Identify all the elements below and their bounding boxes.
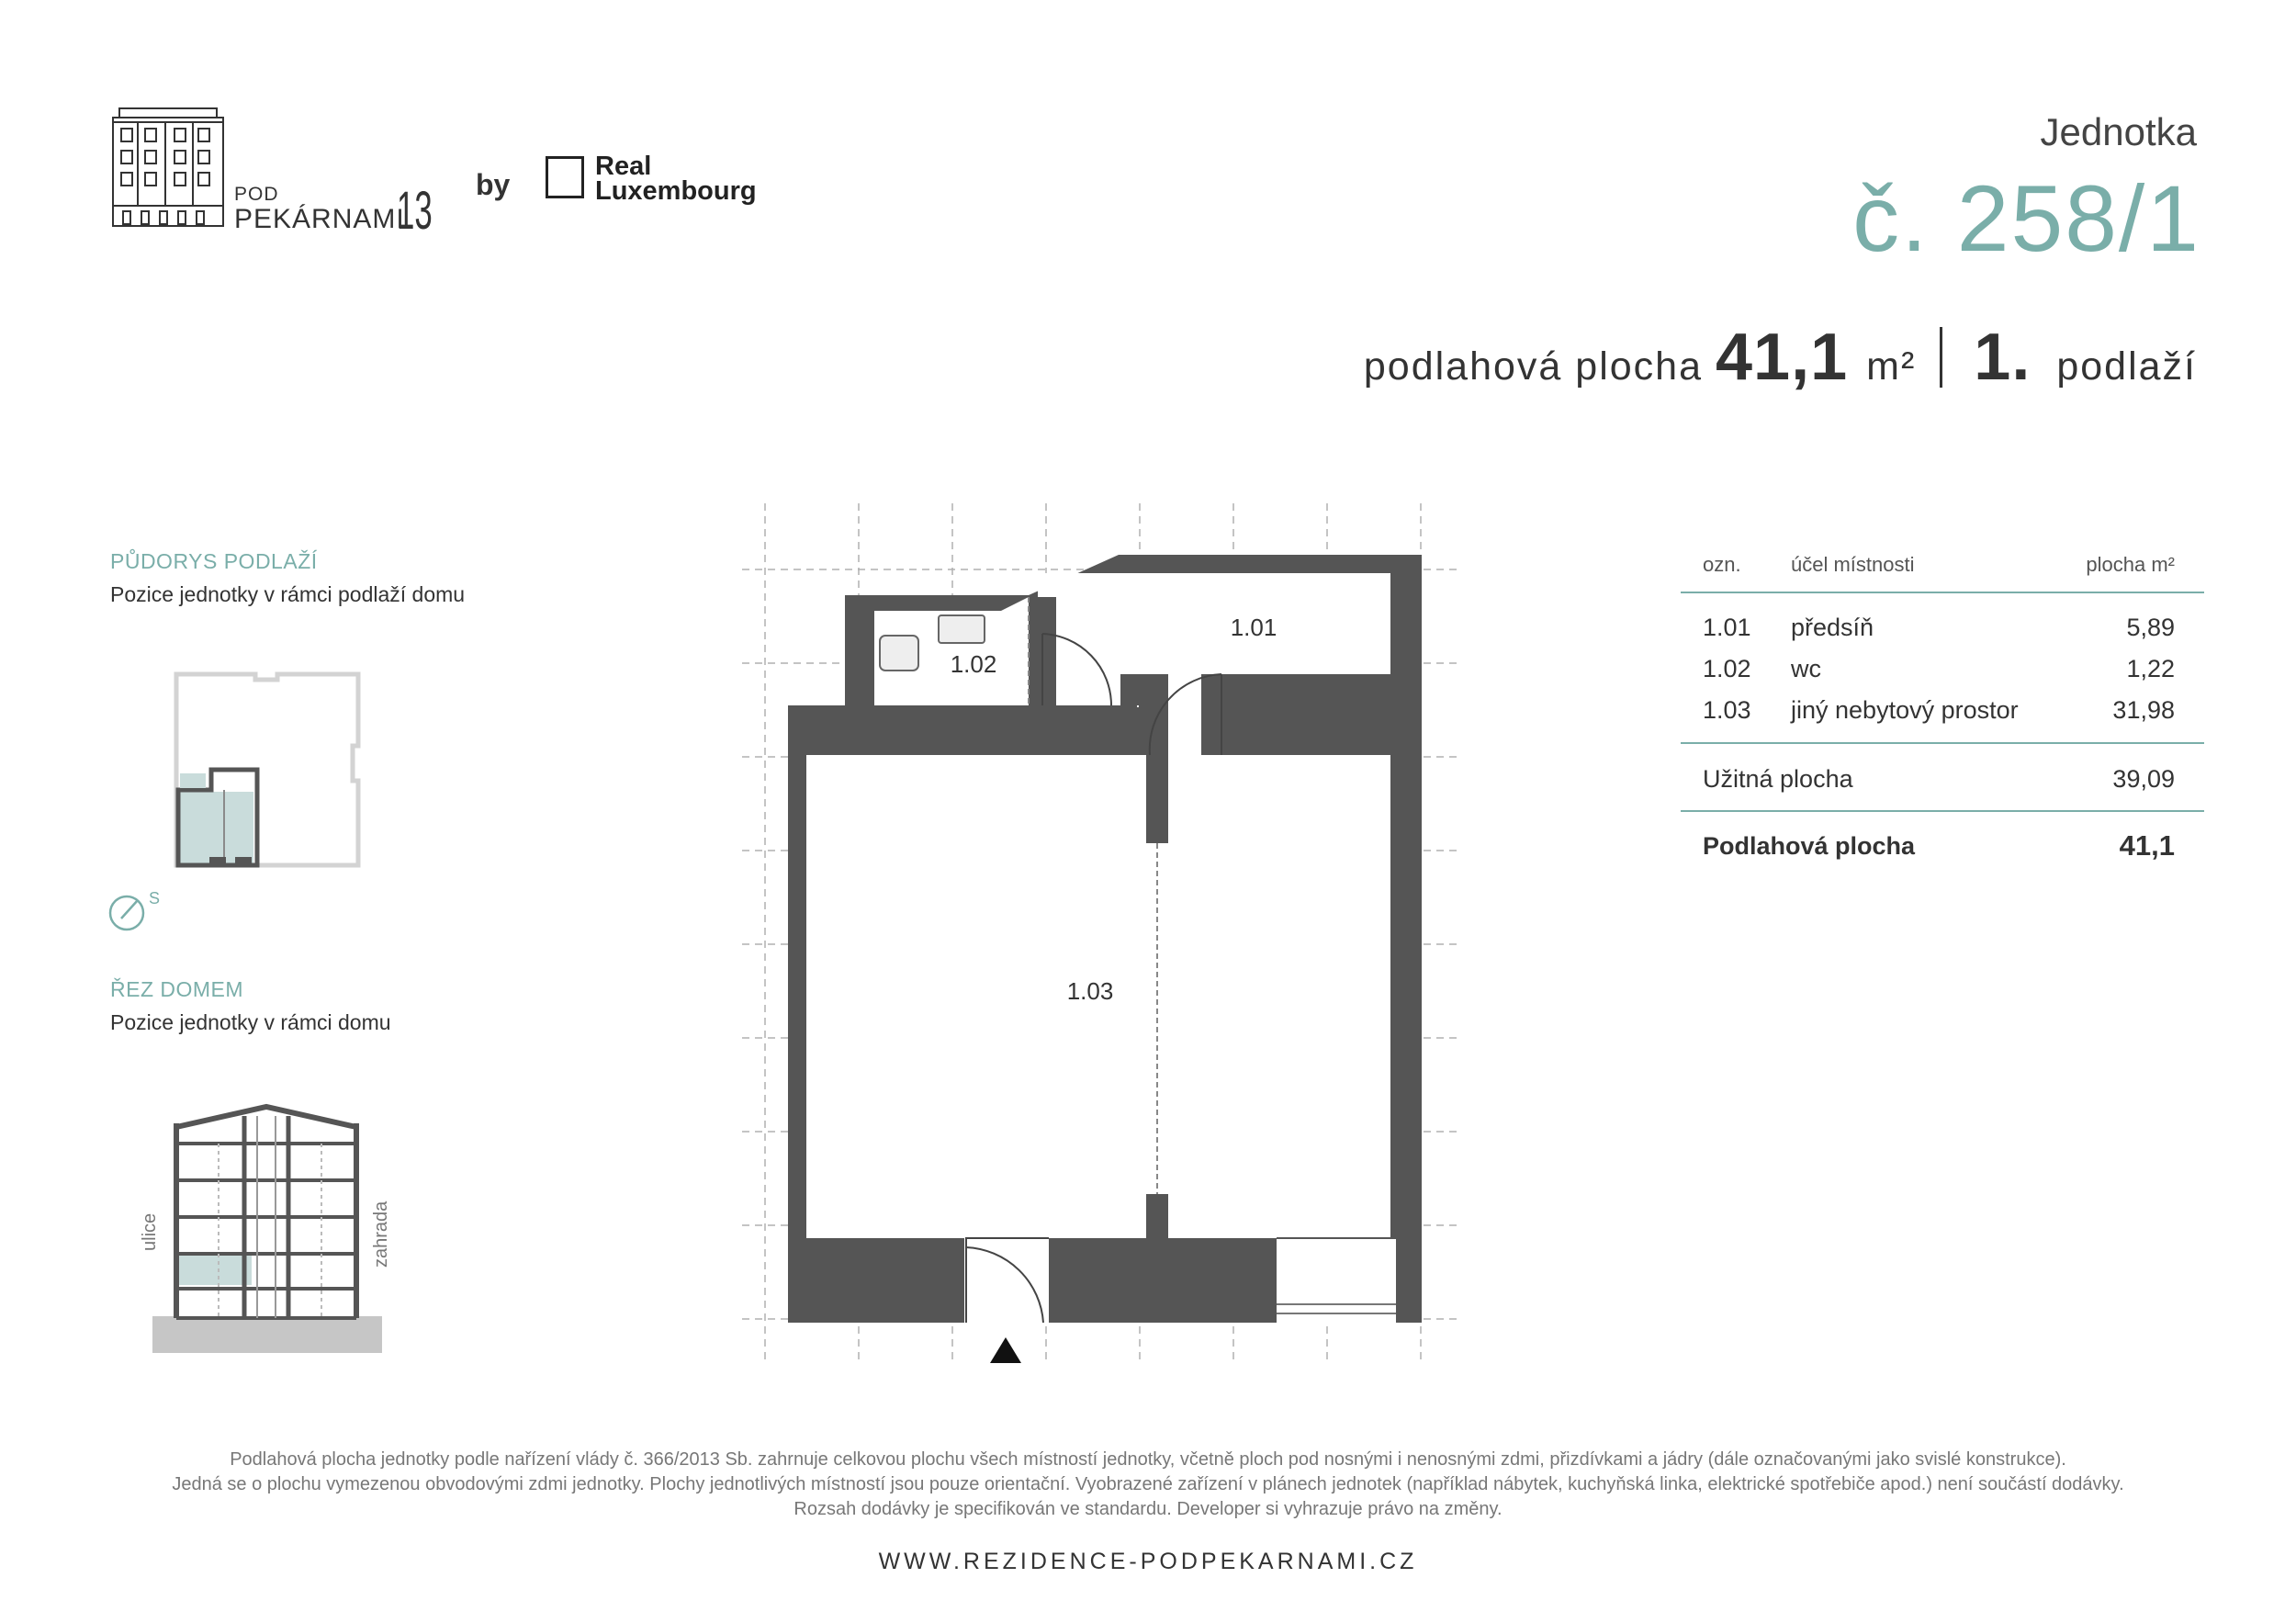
room-label-1-02: 1.02 <box>950 650 997 678</box>
street-label: ulice <box>140 1212 160 1251</box>
floor-plan-section-title: PŮDORYS PODLAŽÍ <box>110 549 318 573</box>
project-logo <box>110 99 441 241</box>
garden-label: zahrada <box>371 1200 391 1268</box>
table-row-area: 5,89 <box>2126 614 2175 641</box>
building-section-diagram <box>129 1088 404 1364</box>
floor-plan-section-subtitle: Pozice jednotky v rámci podlaží domu <box>110 582 466 606</box>
area-summary <box>1364 320 2197 395</box>
floor-area-unit: m² <box>1866 344 1917 389</box>
table-usable-divider <box>1681 810 2204 812</box>
table-row-purpose: wc <box>1791 655 1821 682</box>
partner-logo-square-icon <box>546 156 584 198</box>
unit-floor-plan <box>726 496 1497 1378</box>
entrance-arrow-icon <box>990 1337 1021 1363</box>
floor-area-total-value: 41,1 <box>2119 829 2175 862</box>
partner-name-line1: Real <box>595 152 652 181</box>
partner-logo <box>544 152 782 211</box>
compass-icon <box>108 889 154 933</box>
section-cut-subtitle: Pozice jednotky v rámci domu <box>110 1010 391 1034</box>
logo-pekarnami-text: PEKÁRNAMI <box>234 204 405 234</box>
floor-number: 1. <box>1974 321 2032 394</box>
table-row-area: 31,98 <box>2112 696 2175 724</box>
room-label-1-01: 1.01 <box>1230 614 1277 641</box>
table-header-purpose: účel místnosti <box>1791 553 1915 576</box>
floor-area-label: podlahová plocha <box>1363 344 1703 389</box>
table-rows-divider <box>1681 742 2204 744</box>
unit-label: Jednotka <box>2040 110 2197 153</box>
website-link[interactable]: WWW.REZIDENCE-PODPEKARNAMI.CZ <box>878 1549 1418 1574</box>
area-separator <box>1940 327 1942 388</box>
wc-toilet-icon <box>880 636 918 671</box>
compass-north-label: S <box>149 889 161 907</box>
logo-pod-text: POD <box>234 184 279 205</box>
table-row-purpose: předsíň <box>1791 614 1874 641</box>
wc-sink-icon <box>939 615 985 643</box>
compass <box>108 889 173 935</box>
footer-note-line-1: Podlahová plocha jednotky podle nařízení vlády č. 366/2013 Sb. zahrnuje celkovou plochu všech místností jednotky, včetně ploch pod nosnými i nenosnými zdmi, přizdívkami a jádry (dále označovanými jako svislé konstrukce). <box>230 1449 2066 1470</box>
logo-by-text: by <box>476 168 511 201</box>
table-header-code: ozn. <box>1703 553 1741 576</box>
unit-number: č. 258/1 <box>1852 166 2200 271</box>
table-row-code: 1.03 <box>1703 696 1751 724</box>
floor-area-total-label: Podlahová plocha <box>1703 832 1916 860</box>
room-table <box>1681 551 2204 882</box>
table-row-code: 1.01 <box>1703 614 1751 641</box>
usable-area-label: Užitná plocha <box>1703 765 1853 793</box>
usable-area-value: 39,09 <box>2112 765 2175 793</box>
footer-note-line-3: Rozsah dodávky je specifikován ve standardu. Developer si vyhrazuje právo na změny. <box>793 1499 1503 1519</box>
logo-number-text: 13 <box>397 181 433 241</box>
building-logo-icon <box>110 99 230 232</box>
table-row-purpose: jiný nebytový prostor <box>1791 696 2019 724</box>
table-row-code: 1.02 <box>1703 655 1751 682</box>
section-cut-title: ŘEZ DOMEM <box>110 977 244 1001</box>
room-label-1-03: 1.03 <box>1066 977 1114 1005</box>
table-row-area: 1,22 <box>2126 655 2175 682</box>
floor-area-value: 41,1 <box>1716 321 1849 394</box>
floor-label: podlaží <box>2056 344 2197 389</box>
table-header-divider <box>1681 592 2204 593</box>
floor-key-plan <box>165 661 367 882</box>
footer-note-line-2: Jedná se o plochu vymezenou obvodovými zdmi jednotky. Plochy jednotlivých místností jsou pouze orientační. Vyobrazené zařízení v plánech jednotek (například nábytek, kuchyňská linka, elektrické spotřebiče apod.) není součástí dodávky. <box>172 1474 2124 1494</box>
table-header-area: plocha m² <box>2086 553 2175 576</box>
partner-name-line2: Luxembourg <box>595 176 757 206</box>
